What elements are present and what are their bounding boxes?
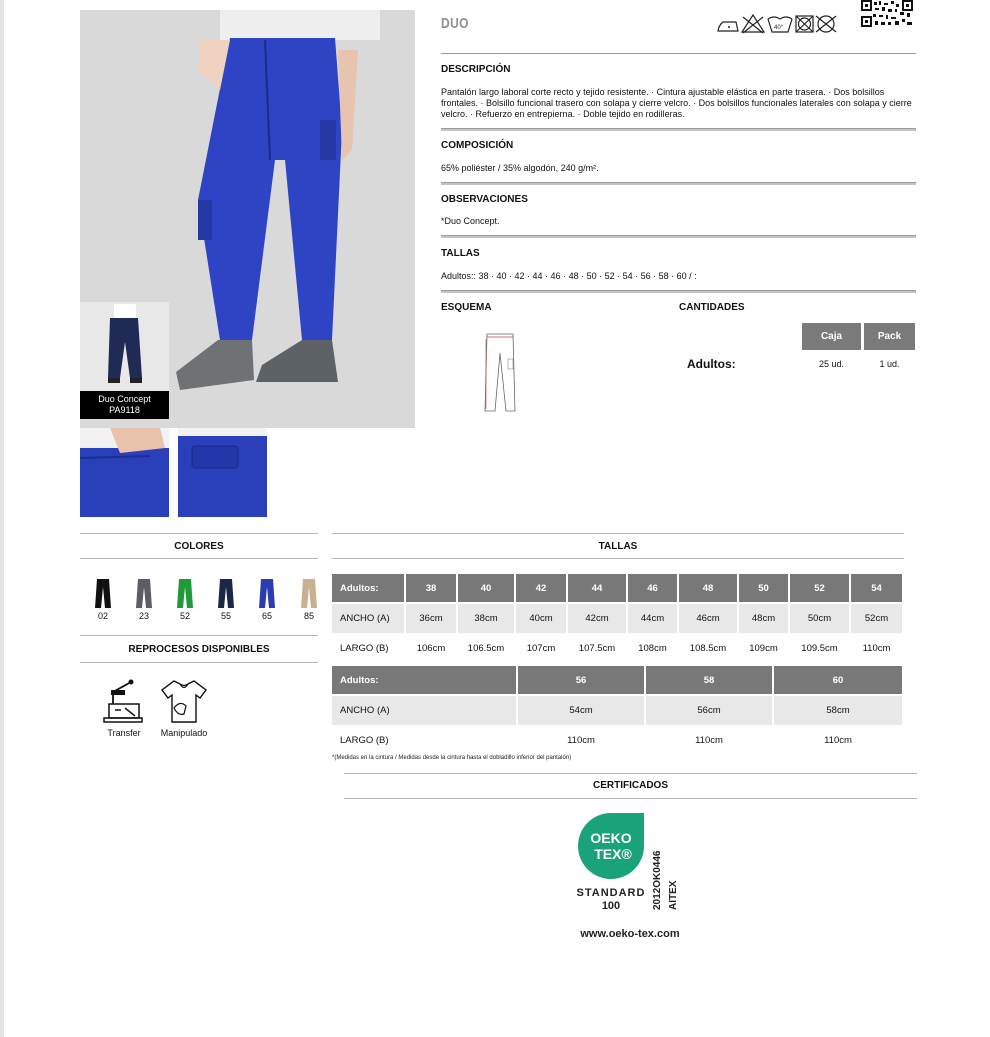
divider: [80, 635, 318, 636]
descripcion-heading: DESCRIPCIÓN: [441, 64, 511, 75]
table-cell: 38cm: [458, 604, 516, 633]
svg-text:OEKO: OEKO: [590, 830, 632, 846]
table-cell: 58cm: [774, 696, 902, 725]
trousers-swatch-icon: [135, 578, 153, 609]
table-cell: ANCHO (A): [332, 696, 518, 725]
tallas-table-heading: TALLAS: [598, 541, 638, 552]
certificados-heading: CERTIFICADOS: [593, 780, 668, 791]
size-header-row-1: [332, 574, 902, 602]
trousers-schematic: [482, 331, 518, 415]
color-code: 52: [179, 611, 190, 621]
detail-image-2: [178, 428, 267, 517]
color-code: 65: [261, 611, 272, 621]
size-ancho-row-1: [332, 604, 902, 633]
table-cell: 58: [646, 666, 774, 694]
divider: [80, 558, 318, 559]
qty-row-label: Adultos:: [687, 357, 736, 371]
observaciones-heading: OBSERVACIONES: [441, 194, 528, 205]
colores-heading: COLORES: [174, 541, 224, 552]
table-cell: 48cm: [739, 604, 790, 633]
no-dry-clean-icon: [816, 16, 836, 32]
manipulado-shirt-icon: [160, 678, 208, 724]
composicion-heading: COMPOSICIÓN: [441, 140, 514, 151]
svg-text:TEX®: TEX®: [594, 846, 632, 862]
svg-text:100: 100: [601, 900, 621, 912]
qty-pack-value: 1 ud.: [879, 359, 900, 369]
table-cell: 50: [739, 574, 790, 602]
table-cell: 110cm: [862, 643, 891, 654]
transfer-press-icon: [101, 678, 145, 724]
divider: [441, 53, 916, 54]
table-cell: 46: [628, 574, 679, 602]
descripcion-text: Pantalón largo laboral corte recto y tejido resistente. · Cintura ajustable elástica en parte trasera. · Dos bolsillos frontales. · Bolsillo funcional trasero con solapa y cierre velcro. · Dos bolsillos funcionales laterales con solapa y cierre velcro. · Refuerzo en entrepierna. · Doble tejido en rodilleras.: [441, 87, 912, 119]
table-cell: 52: [790, 574, 851, 602]
divider: [80, 662, 318, 663]
divider: [441, 182, 916, 185]
iron-icon: [718, 22, 738, 31]
color-swatch-55[interactable]: [211, 578, 241, 621]
table-cell: 44cm: [628, 604, 679, 633]
detail-image-1: [80, 428, 169, 517]
color-swatch-85[interactable]: [294, 578, 324, 621]
color-swatch-52[interactable]: [170, 578, 200, 621]
reproceso-transfer-label: Transfer: [107, 728, 141, 738]
table-cell: LARGO (B): [332, 726, 518, 755]
trousers-swatch-icon: [176, 578, 194, 609]
divider: [332, 533, 904, 534]
table-cell: 108.5cm: [679, 634, 739, 663]
svg-text:www.oeko-tex.com: www.oeko-tex.com: [580, 928, 680, 940]
no-bleach-icon: [742, 15, 764, 33]
table-cell: 44: [568, 574, 628, 602]
table-cell: 106.5cm: [458, 634, 516, 663]
table-cell: 42cm: [568, 604, 628, 633]
product-name: DUO: [441, 15, 469, 32]
table-cell: Adultos:: [332, 666, 518, 694]
table-cell: 109cm: [739, 634, 790, 663]
divider: [344, 798, 917, 799]
table-cell: 106cm: [406, 634, 458, 663]
thumbnail-caption: Duo Concept PA9118: [80, 391, 169, 419]
detail-photo-side-pocket[interactable]: [178, 428, 267, 517]
trousers-swatch-icon: [94, 578, 112, 609]
qty-col-pack: Pack: [864, 323, 915, 350]
table-cell: 60: [774, 666, 902, 694]
trousers-swatch-icon: [300, 578, 318, 609]
divider: [441, 235, 916, 238]
divider: [80, 533, 318, 534]
table-cell: 42: [516, 574, 568, 602]
composicion-text: 65% poliéster / 35% algodón, 240 g/m².: [441, 163, 599, 173]
table-cell: 110cm: [824, 735, 852, 746]
table-cell: 36cm: [406, 604, 458, 633]
page-left-border: [0, 0, 4, 1037]
table-cell: 52cm: [851, 604, 902, 633]
divider: [344, 773, 917, 774]
observaciones-text: *Duo Concept.: [441, 216, 500, 226]
table-cell: 40cm: [516, 604, 568, 633]
color-swatch-02[interactable]: [88, 578, 118, 621]
cantidades-heading: CANTIDADES: [679, 302, 745, 313]
color-swatch-23[interactable]: [129, 578, 159, 621]
table-cell: 110cm: [646, 726, 774, 755]
color-code: 23: [138, 611, 149, 621]
wash-40-icon: [768, 17, 792, 32]
svg-text:AITEX: AITEX: [668, 880, 679, 910]
qty-col-caja: Caja: [802, 323, 861, 350]
table-cell: Adultos:: [332, 574, 406, 602]
divider: [441, 128, 916, 131]
trousers-swatch-icon: [217, 578, 235, 609]
size-ancho-row-2: [332, 696, 902, 725]
svg-text:40°: 40°: [774, 25, 784, 31]
table-cell: 107cm: [516, 634, 568, 663]
trousers-swatch-icon: [258, 578, 276, 609]
table-cell: 110cm: [518, 726, 646, 755]
table-cell: ANCHO (A): [332, 604, 406, 633]
table-cell: 40: [458, 574, 516, 602]
table-cell: 54cm: [518, 696, 646, 725]
color-swatch-65[interactable]: [252, 578, 282, 621]
qr-code[interactable]: [861, 0, 914, 28]
oeko-tex-logo: [560, 808, 700, 943]
thumbnail-image: [80, 302, 169, 391]
svg-text:2012OK0446: 2012OK0446: [652, 850, 663, 910]
care-instructions: [716, 13, 846, 35]
color-code: 85: [303, 611, 314, 621]
table-cell: 46cm: [679, 604, 739, 633]
reprocesos-heading: REPROCESOS DISPONIBLES: [128, 644, 270, 655]
esquema-heading: ESQUEMA: [441, 302, 492, 313]
product-thumbnail[interactable]: [80, 302, 169, 419]
divider: [332, 558, 904, 559]
color-code: 02: [97, 611, 108, 621]
tallas-list: Adultos:: 38 · 40 · 42 · 44 · 46 · 48 · 50 · 52 · 54 · 56 · 58 · 60 / :: [441, 271, 697, 281]
size-header-row-2: [332, 666, 902, 694]
table-cell: 56: [518, 666, 646, 694]
reproceso-manipulado-label: Manipulado: [160, 728, 208, 738]
table-cell: 38: [406, 574, 458, 602]
detail-photo-front-pocket[interactable]: [80, 428, 169, 517]
tallas-heading: TALLAS: [441, 248, 480, 259]
table-cell: 54: [851, 574, 902, 602]
size-largo-row-2: [332, 726, 902, 755]
divider: [441, 290, 916, 293]
size-table-footnote: *(Medidas en la cintura / Medidas desde la cintura hasta el dobladillo inferior del pantalón): [332, 755, 572, 761]
no-tumble-dry-icon: [796, 16, 813, 32]
table-cell: 107.5cm: [568, 634, 628, 663]
qty-caja-value: 25 ud.: [818, 359, 845, 369]
table-cell: 109.5cm: [790, 634, 851, 663]
color-code: 55: [220, 611, 231, 621]
table-cell: LARGO (B): [332, 634, 406, 663]
table-cell: 48: [679, 574, 739, 602]
table-cell: 50cm: [790, 604, 851, 633]
size-largo-row-1: [332, 634, 902, 663]
svg-text:STANDARD: STANDARD: [576, 887, 646, 899]
table-cell: 108cm: [628, 634, 679, 663]
table-cell: 56cm: [646, 696, 774, 725]
